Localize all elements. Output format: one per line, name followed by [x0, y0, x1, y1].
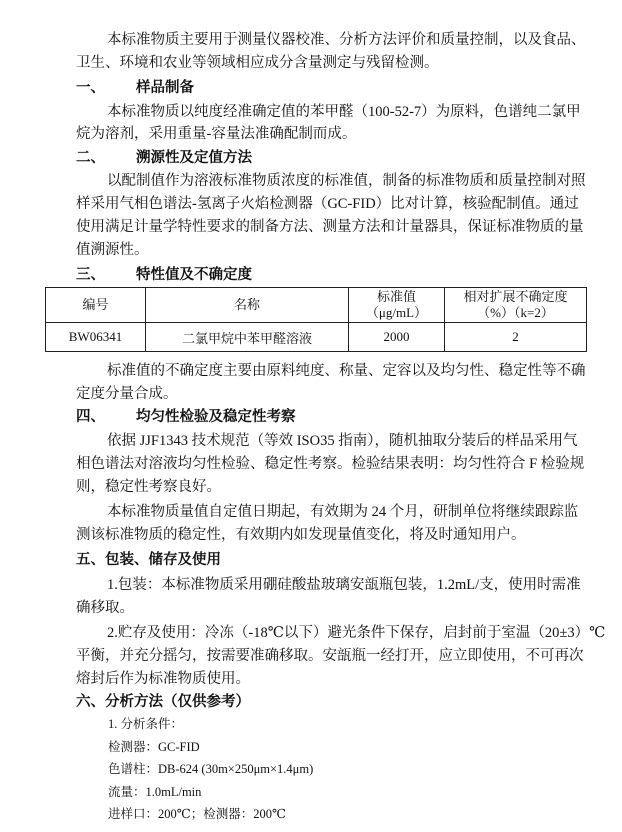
section-heading: 均匀性检验及稳定性考察	[136, 409, 296, 425]
paragraph-line: 烷为溶剂，采用重量-容量法准确配制而成。	[76, 126, 357, 142]
paragraph-line: 样采用气相色谱法-氢离子火焰检测器（GC-FID）比对计算，核验配制值。通过	[76, 196, 579, 212]
characteristic-value-table	[45, 287, 587, 352]
header-text: 相对扩展不确定度	[463, 289, 568, 304]
paragraph-line: 定度分量合成。	[76, 386, 178, 402]
paragraph-line: 测该标准物质的稳定性，有效期内如发现量值变化，将及时通知用户。	[76, 527, 526, 543]
section-heading: 六、分析方法（仅供参考）	[76, 694, 250, 710]
section-heading: 样品制备	[136, 80, 194, 96]
cell-name: 二氯甲烷中苯甲醛溶液	[146, 323, 349, 352]
header-unit: （%）（k=2）	[477, 305, 554, 320]
section-number: 三、	[76, 267, 105, 283]
condition-line: 进样口：200℃；检测器：200℃	[108, 807, 286, 821]
paragraph-line: 以配制值作为溶液标准物质浓度的标准值，制备的标准物质和质量控制对照	[107, 173, 586, 189]
section-heading: 溯源性及定值方法	[136, 150, 252, 166]
condition-line: 色谱柱：DB-624 (30m×250μm×1.4μm)	[108, 762, 314, 776]
section-heading: 特性值及不确定度	[136, 267, 252, 283]
condition-line: 1. 分析条件：	[108, 717, 184, 731]
condition-line: 流量：1.0mL/min	[108, 785, 202, 799]
paragraph-line: 熔封后作为标准物质使用。	[76, 671, 250, 687]
paragraph-line: 值溯源性。	[76, 242, 149, 258]
condition-line: 检测器：GC-FID	[108, 740, 200, 754]
section-number: 四、	[76, 409, 105, 425]
header-cell: 编号	[46, 288, 146, 323]
paragraph-line: 平衡，并充分摇匀，按需要准确移取。安瓿瓶一经打开，应立即使用，不可再次	[76, 648, 584, 664]
cell-code: BW06341	[46, 323, 146, 352]
table-row	[46, 323, 587, 352]
header-unit: （μg/mL）	[365, 305, 428, 320]
paragraph-line: 本标准物质量值自定值日期起，有效期为 24 个月，研制单位将继续跟踪监	[107, 504, 579, 520]
paragraph-line: 相色谱法对溶液均匀性检验、稳定性考察。检验结果表明：均匀性符合 F 检验规	[76, 456, 585, 472]
header-cell	[445, 288, 587, 323]
paragraph-line: 则，稳定性考察良好。	[76, 479, 221, 495]
section-number: 一、	[76, 80, 105, 96]
intro-line: 本标准物质主要用于测量仪器校准、分析方法评价和质量控制，以及食品、	[107, 32, 586, 48]
section-number: 二、	[76, 150, 105, 166]
header-cell	[349, 288, 445, 323]
paragraph-line: 本标准物质以纯度经准确定值的苯甲醛（100-52-7）为原料，色谱纯二氯甲	[107, 104, 581, 120]
paragraph-line: 标准值的不确定度主要由原料纯度、称量、定容以及均匀性、稳定性等不确	[107, 363, 586, 379]
paragraph-line: 1.包装：本标准物质采用硼硅酸盐玻璃安瓿瓶包装，1.2mL/支，使用时需准	[107, 577, 581, 593]
paragraph-line: 使用满足计量学特性要求的制备方法、测量方法和计量器具，保证标准物质的量	[76, 219, 584, 235]
paragraph-line: 确移取。	[76, 600, 134, 616]
header-cell: 名称	[146, 288, 349, 323]
cell-value: 2000	[349, 323, 445, 352]
cell-uncertainty: 2	[445, 323, 587, 352]
header-text: 标准值	[376, 289, 416, 304]
paragraph-line: 2.贮存及使用：冷冻（-18℃以下）避光条件下保存，启封前于室温（20±3）℃	[107, 625, 606, 641]
paragraph-line: 依据 JJF1343 技术规范（等效 ISO35 指南），随机抽取分装后的样品采用气	[107, 433, 578, 449]
intro-line: 卫生、环境和农业等领域相应成分含量测定与残留检测。	[76, 55, 439, 71]
section-heading: 五、包装、储存及使用	[76, 552, 221, 568]
table-header-row	[46, 288, 587, 323]
